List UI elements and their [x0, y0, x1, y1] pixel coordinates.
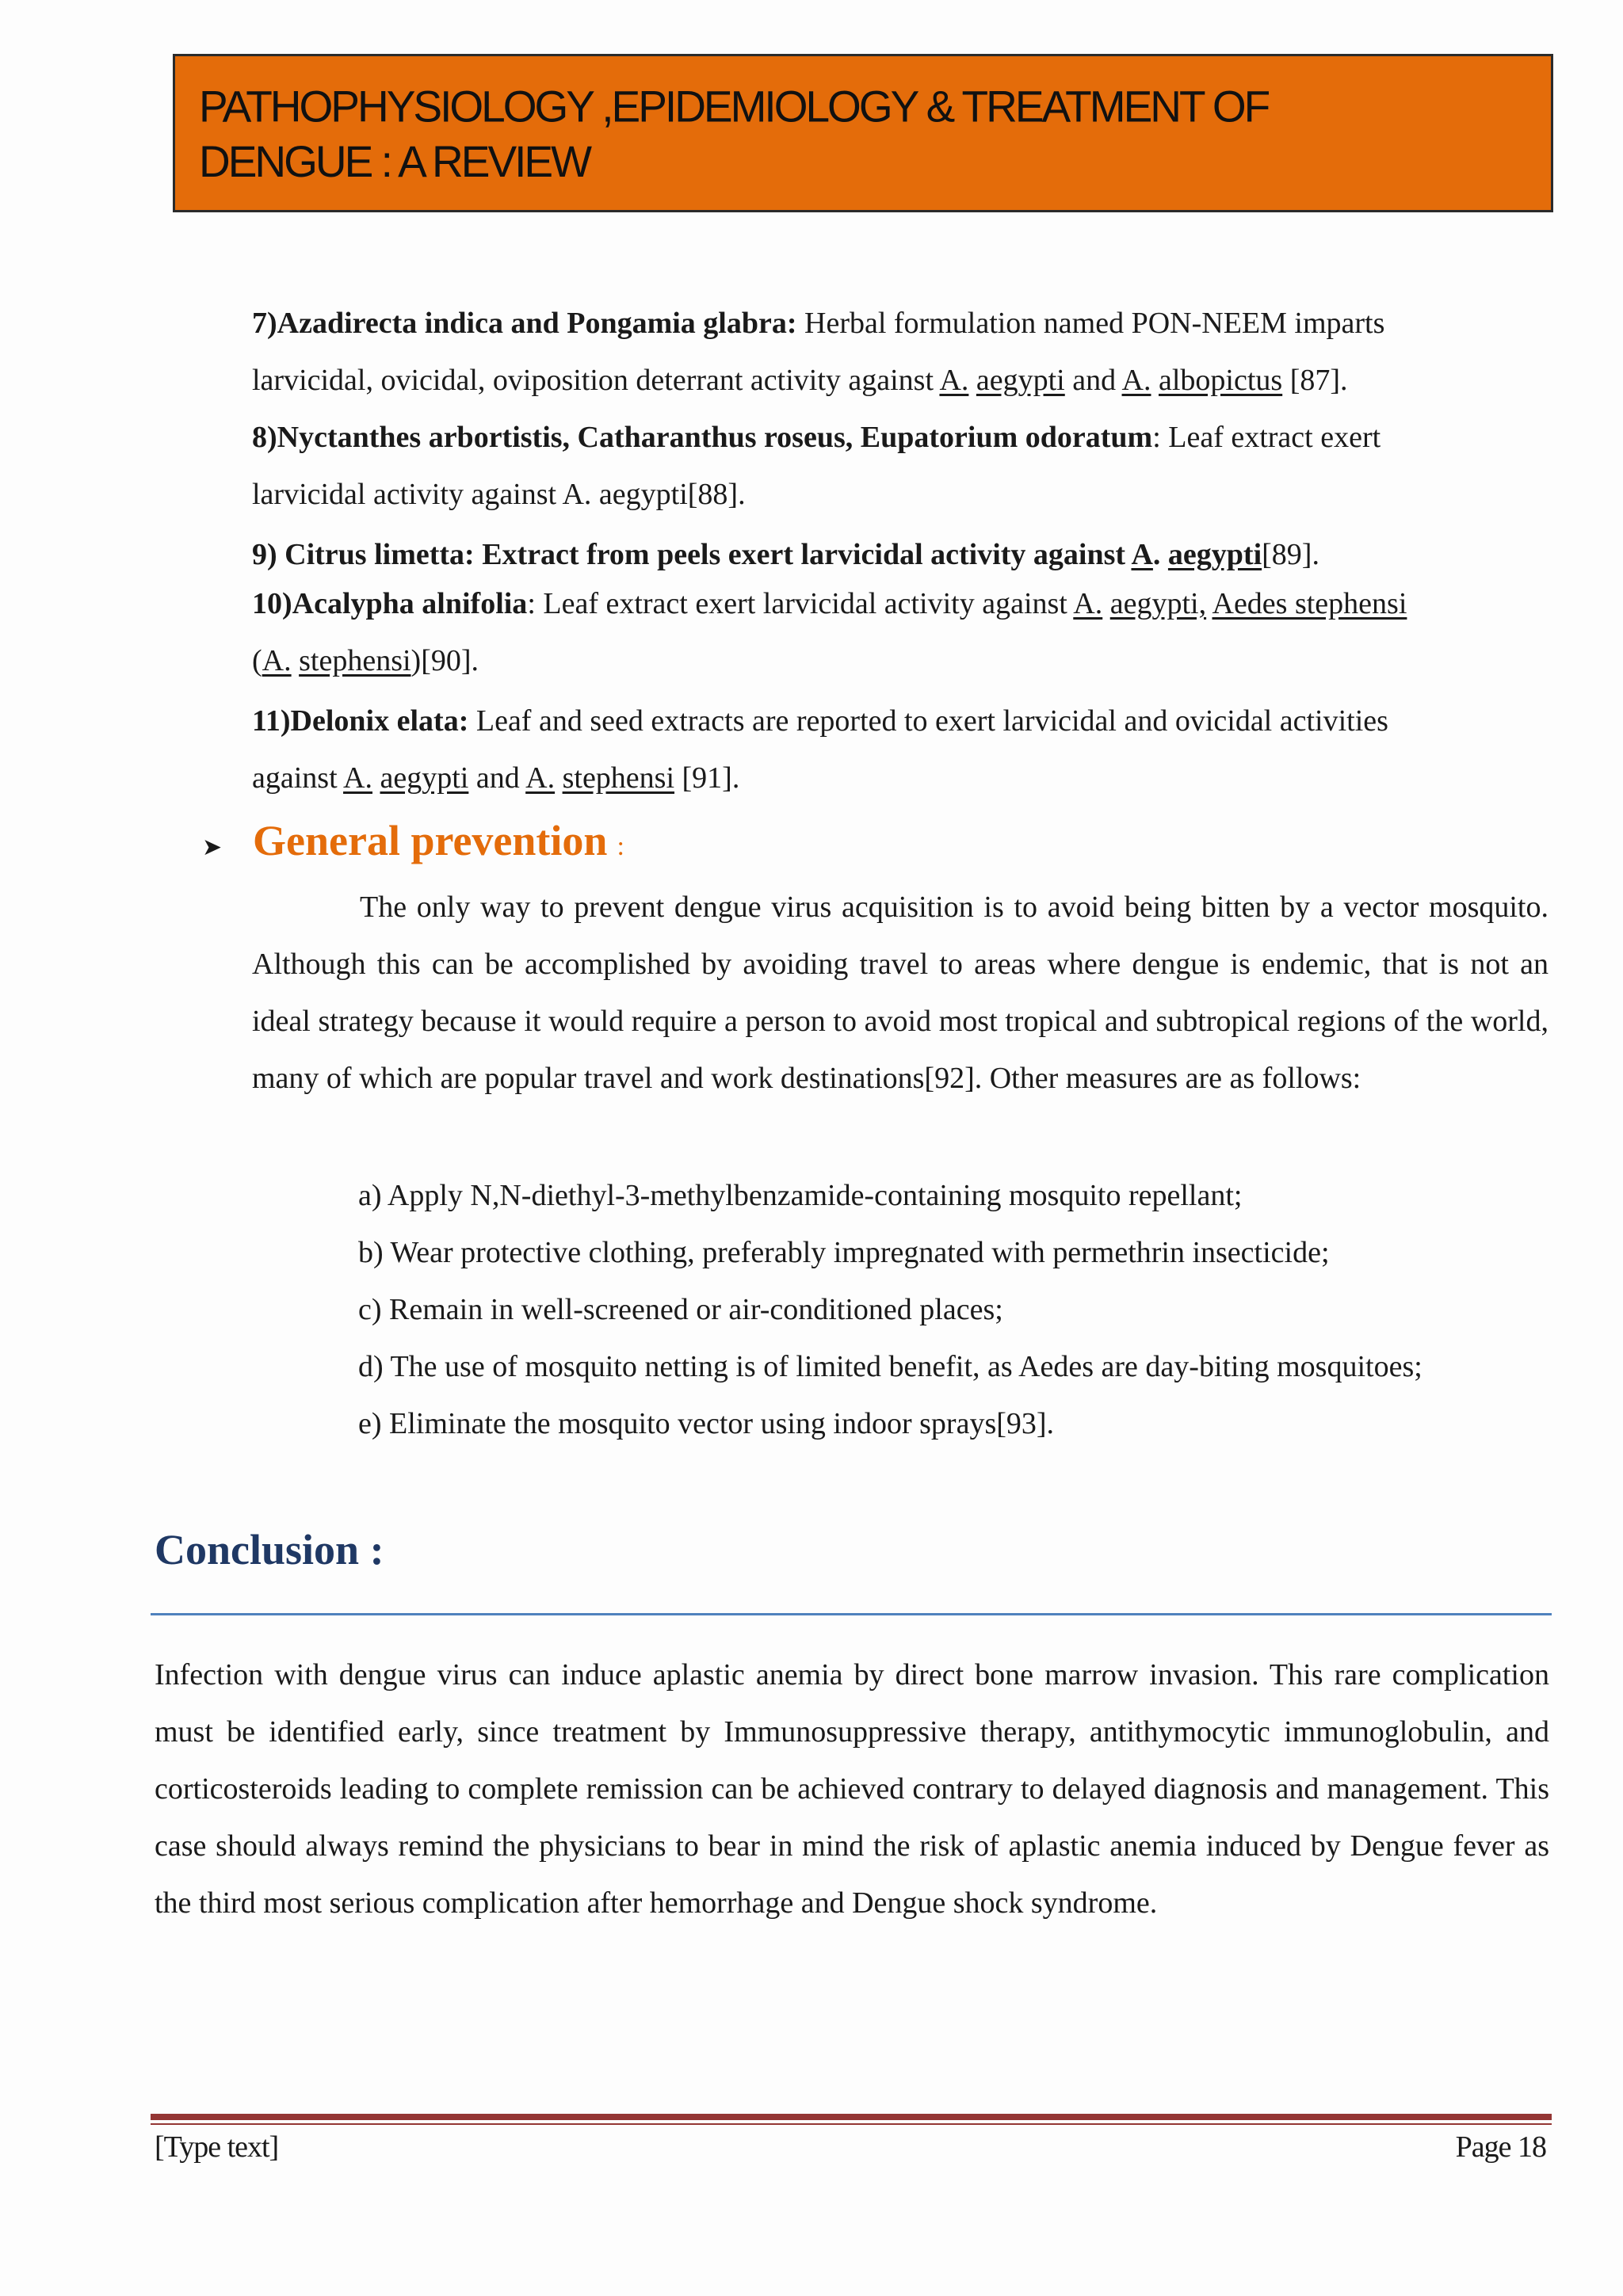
item-7-line-1	[252, 295, 1552, 352]
conclusion-divider	[151, 1613, 1552, 1615]
item-8	[252, 409, 1552, 523]
footer-divider	[151, 2114, 1552, 2120]
item-11-text: Leaf and seed extracts are reported to exert larvicidal and ovicidal activities	[468, 704, 1388, 738]
item-11-line-1	[252, 692, 1552, 749]
item-11-heading: 11)Delonix elata:	[252, 704, 469, 738]
item-10	[252, 575, 1552, 689]
citation: [89].	[1262, 538, 1319, 571]
item-7-line-2	[252, 352, 1552, 409]
item-11	[252, 692, 1552, 807]
item-11-line-2	[252, 749, 1552, 807]
citation: [91].	[674, 761, 740, 795]
item-7-heading: 7)Azadirecta indica and Pongamia glabra:	[252, 307, 797, 340]
footer-divider-thin	[151, 2123, 1552, 2125]
list-item: e) Eliminate the mosquito vector using indoor sprays[93].	[358, 1407, 1055, 1440]
species-aedes-stephensi: Aedes stephensi	[1212, 587, 1407, 620]
list-item: d) The use of mosquito netting is of limited benefit, as Aedes are day-biting mosquitoes;	[358, 1350, 1423, 1383]
page-number: Page 18	[1455, 2130, 1546, 2164]
item-8-line-2: larvicidal activity against A. aegypti[88].	[252, 478, 746, 511]
conjunction: and	[468, 761, 526, 795]
item-10-text: : Leaf extract exert larvicidal activity against	[527, 587, 1074, 620]
general-prevention-heading	[202, 816, 624, 865]
list-item: b) Wear protective clothing, preferably impregnated with permethrin insecticide;	[358, 1236, 1330, 1269]
species-aegypti: aegypti	[380, 761, 469, 795]
citation: [87].	[1282, 364, 1348, 397]
genus-abbrev: A.	[525, 761, 556, 795]
space	[292, 644, 300, 677]
document-title	[199, 79, 1529, 189]
conclusion-heading: Conclusion :	[155, 1526, 384, 1573]
genus-abbrev: A.	[1121, 364, 1151, 397]
species-stephensi: stephensi	[562, 761, 675, 795]
space	[1102, 587, 1110, 620]
item-10-line-2	[252, 632, 1552, 689]
species-stephensi: stephensi	[299, 644, 411, 677]
title-line-1: PATHOPHYSIOLOGY ,EPIDEMIOLOGY & TREATMENT OF	[199, 81, 1269, 132]
item-7	[252, 295, 1552, 409]
space	[555, 761, 563, 795]
measures-list	[358, 1167, 1547, 1452]
item-10-heading: 10)Acalypha alnifolia	[252, 587, 528, 620]
list-item: a) Apply N,N-diethyl-3-methylbenzamide-containing mosquito repellant;	[358, 1179, 1243, 1212]
item-8-text: : Leaf extract exert	[1152, 421, 1381, 454]
title-line-2: DENGUE : A REVIEW	[199, 136, 590, 187]
item-7-text: Herbal formulation named PON-NEEM imparts	[796, 307, 1385, 340]
space	[1206, 587, 1212, 620]
list-item: c) Remain in well-screened or air-conditioned places;	[358, 1293, 1003, 1326]
genus-abbrev: A.	[343, 761, 372, 795]
general-prevention-title: General prevention	[253, 817, 608, 864]
punctuation: .	[1152, 538, 1168, 571]
conclusion-paragraph: Infection with dengue virus can induce aplastic anemia by direct bone marrow invasion. This rare complication must be identified early, since treatment by Immunosuppressive therapy, antithymocytic immunoglobulin, and corticosteroids leading to complete remission can be achieved contrary to delayed diagnosis and management. This case should always remind the physicians to bear in mind the risk of aplastic anemia induced by Dengue fever as the third most serious complication after hemorrhage and Dengue shock syndrome.	[155, 1658, 1549, 1920]
arrow-bullet-icon: ➤	[202, 833, 223, 861]
conjunction: and	[1064, 364, 1122, 397]
citation: )[90].	[411, 644, 479, 677]
punctuation: (	[252, 644, 262, 677]
genus-abbrev: A	[1131, 538, 1153, 571]
species-aegypti: aegypti,	[1109, 587, 1207, 620]
genus-abbrev: A.	[262, 644, 292, 677]
item-10-line-1	[252, 575, 1552, 632]
species-aegypti: aegypti	[1167, 538, 1262, 571]
genus-abbrev: A.	[1073, 587, 1103, 620]
heading-colon: :	[617, 832, 624, 861]
item-8-heading: 8)Nyctanthes arbortistis, Catharanthus roseus, Eupatorium odoratum	[252, 421, 1153, 454]
space	[372, 761, 380, 795]
item-8-line-1	[252, 409, 1552, 466]
species-aegypti: aegypti	[976, 364, 1065, 397]
item-7-text-2: larvicidal, ovicidal, oviposition deterrant activity against	[252, 364, 940, 397]
space	[968, 364, 976, 397]
space	[1151, 364, 1159, 397]
item-9-heading: 9) Citrus limetta: Extract from peels exert larvicidal activity against	[252, 538, 1132, 571]
genus-abbrev: A.	[939, 364, 969, 397]
footer-left-text: [Type text]	[155, 2130, 279, 2164]
header-banner	[173, 54, 1553, 212]
item-11-text-2: against	[252, 761, 344, 795]
general-prevention-paragraph: The only way to prevent dengue virus acquisition is to avoid being bitten by a vector mosquito. Although this can be accomplished by avoiding travel to areas where dengue is endemic, that is not an ideal strategy because it would require a person to avoid most tropical and subtropical regions of the world, many of which are popular travel and work destinations[92]. Other measures are as follows:	[252, 891, 1549, 1095]
species-albopictus: albopictus	[1158, 364, 1283, 397]
